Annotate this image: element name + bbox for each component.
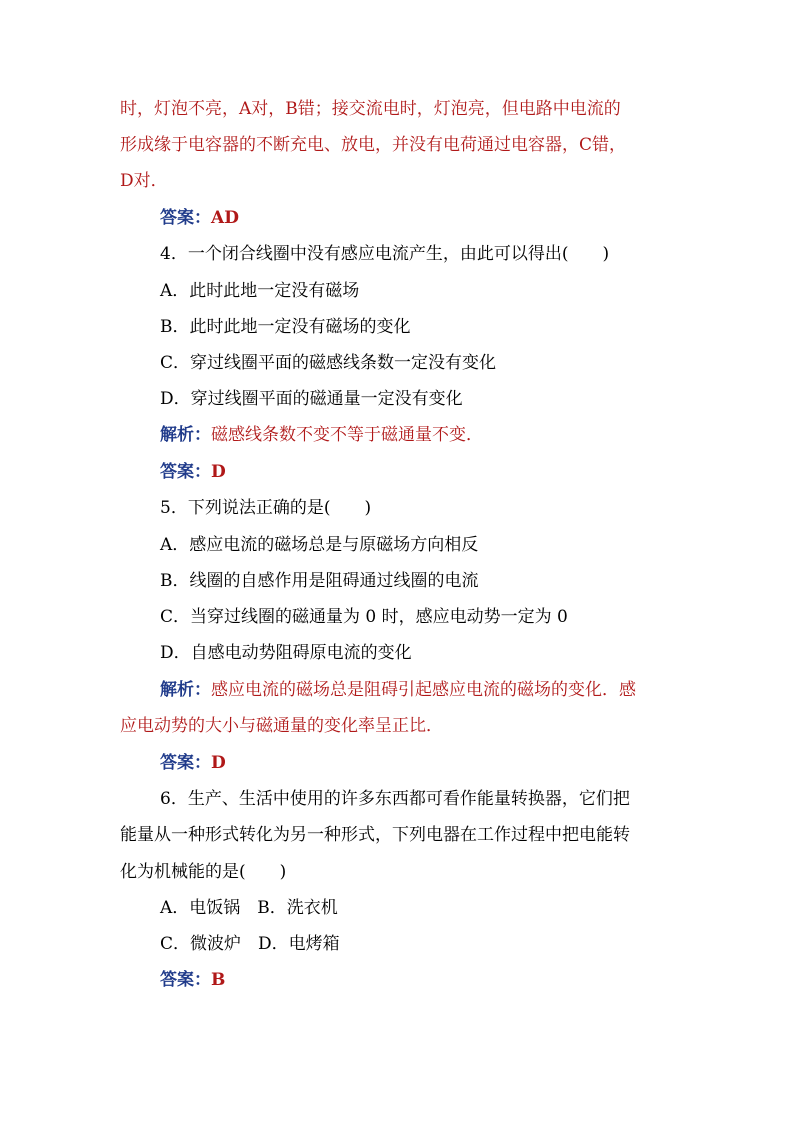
answer-label: 答案： xyxy=(160,753,211,773)
q4-option-c: C．穿过线圈平面的磁感线条数一定没有变化 xyxy=(160,353,497,373)
analysis-text: 磁感线条数不变不等于磁通量不变． xyxy=(211,425,483,445)
q4-option-d: D．穿过线圈平面的磁通量一定没有变化 xyxy=(160,389,463,409)
answer-value: AD xyxy=(211,208,239,228)
answer-value: D xyxy=(211,462,226,482)
analysis-label: 解析： xyxy=(160,425,211,445)
analysis-continuation-line-2: 形成缘于电容器的不断充电、放电，并没有电荷通过电容器，C错， xyxy=(120,135,627,155)
q6-options-row-2: C．微波炉 D．电烤箱 xyxy=(160,934,340,954)
answer-label: 答案： xyxy=(160,208,211,228)
answer-label: 答案： xyxy=(160,970,211,990)
q6-answer xyxy=(160,969,225,991)
q5-option-b: B．线圈的自感作用是阻碍通过线圈的电流 xyxy=(160,571,479,591)
q6-options-row-1: A．电饭锅 B．洗衣机 xyxy=(160,898,338,918)
q5-answer xyxy=(160,752,226,774)
q6-stem-line-2: 能量从一种形式转化为另一种形式，下列电器在工作过程中把电能转 xyxy=(120,825,630,845)
q5-option-d: D．自感电动势阻碍原电流的变化 xyxy=(160,643,412,663)
q6-stem-line-3: 化为机械能的是( ) xyxy=(120,862,287,882)
answer-value: D xyxy=(211,753,226,773)
q5-option-c: C．当穿过线圈的磁通量为 0 时，感应电动势一定为 0 xyxy=(160,607,568,627)
q5-stem: 5．下列说法正确的是( ) xyxy=(160,498,372,518)
answer-label: 答案： xyxy=(160,462,211,482)
analysis-continuation-line-3: D对． xyxy=(120,171,168,191)
q4-option-b: B．此时此地一定没有磁场的变化 xyxy=(160,317,411,337)
q6-stem-line-1: 6．生产、生活中使用的许多东西都可看作能量转换器，它们把 xyxy=(160,789,630,809)
q4-answer xyxy=(160,461,226,483)
q4-option-a: A．此时此地一定没有磁场 xyxy=(160,281,360,301)
analysis-label: 解析： xyxy=(160,680,211,700)
q4-stem: 4．一个闭合线圈中没有感应电流产生，由此可以得出( ) xyxy=(160,244,610,264)
q4-analysis xyxy=(160,424,483,446)
analysis-text: 感应电流的磁场总是阻碍引起感应电流的磁场的变化．感 xyxy=(211,680,636,700)
q5-option-a: A．感应电流的磁场总是与原磁场方向相反 xyxy=(160,535,479,555)
q5-analysis-line-1 xyxy=(160,679,636,701)
analysis-continuation-line-1: 时，灯泡不亮，A对，B错；接交流电时，灯泡亮，但电路中电流的 xyxy=(120,99,621,119)
q3-answer xyxy=(160,207,239,229)
q5-analysis-line-2: 应电动势的大小与磁通量的变化率呈正比． xyxy=(120,716,443,736)
answer-value: B xyxy=(211,970,226,990)
